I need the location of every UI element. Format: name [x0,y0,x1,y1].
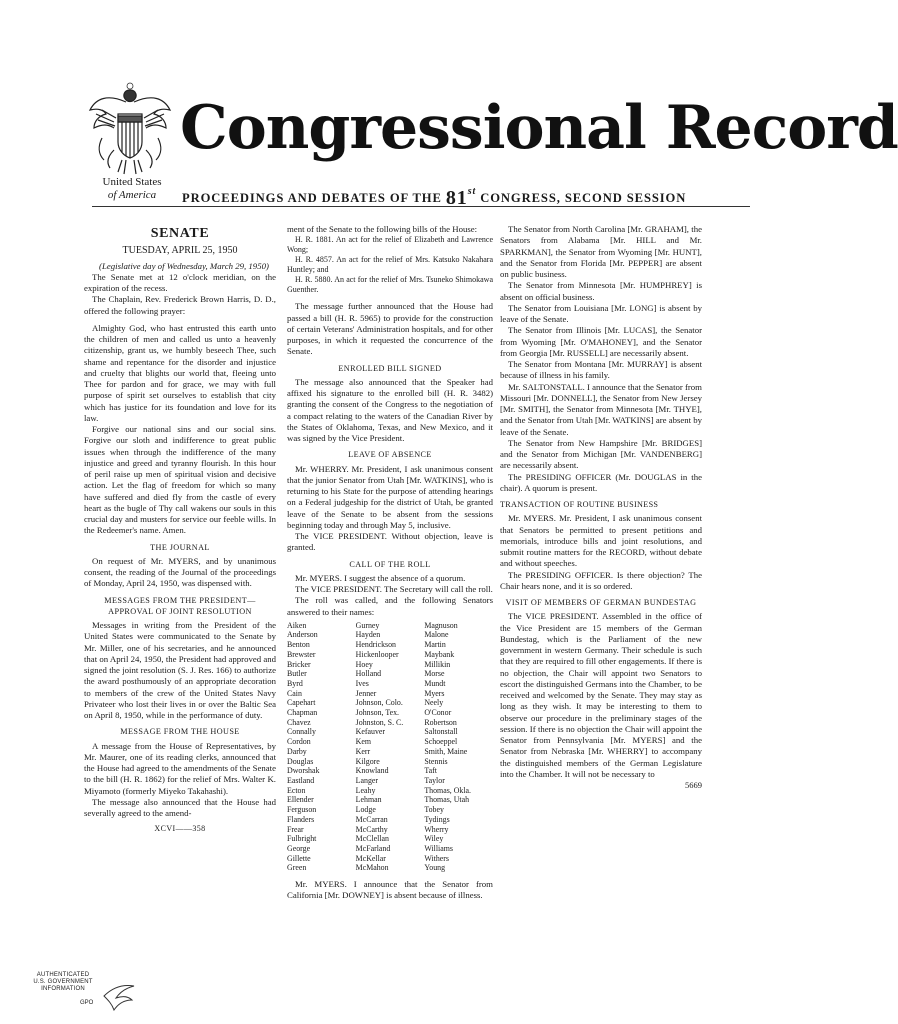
senator-name: Green [287,863,307,873]
section-heading-messages: MESSAGES FROM THE PRESIDENT— APPROVAL OF JOINT RESOLUTION [104,595,256,616]
bill-entry: H. R. 1881. An act for the relief of Elizabeth and Lawrence Wong; [287,235,493,255]
senator-name: Brewster [287,649,316,659]
senator-name: Bricker [287,659,311,669]
prayer-paragraph: Almighty God, who hast entrusted this earth unto the children of men and called us unto a heavenly citizenship, grant us, we humbly beseech Thee, such shame and repentance for the disorder and injustice and cruelty that blights our world that, fleeing unto Thee for pardon and for grace, we may with full purpose of spirit set ourselves to establish that city which has justice for its foundation and love for its law. [84,322,276,423]
section-heading-routine: TRANSACTION OF ROUTINE BUSINESS [500,500,659,509]
senator-name: Cain [287,688,302,698]
column-1 [84,224,276,835]
senator-name: Millikin [424,659,451,669]
paragraph: Messages in writing from the President of the United States were communicated to the Senate by Mr. Miller, one of his secretaries, and he announced that on April 24, 1950, the President had approved and signed the joint resolution (S. J. Res. 166) to authorize the award posthumously of an appropriate decoration to members of the crew of the United States Navy Privateer who lost their lives in or over the Baltic Sea on April 8, 1950, while in the performance of duty. [84,620,276,720]
senator-name: Hayden [355,630,381,640]
senator-name: Capehart [287,698,316,708]
paragraph: The PRESIDING OFFICER (Mr. DOUGLAS in the chair). A quorum is present. [500,471,702,493]
gpo-mark: GPO [80,1000,94,1006]
senator-name: Eastland [287,776,315,785]
paragraph: The PRESIDING OFFICER. Is there objection? The Chair hears none, and it is so ordered. [500,569,702,591]
senator-name: Fulbright [287,834,317,844]
section-heading-visit: VISIT OF MEMBERS OF GERMAN BUNDESTAG [505,598,697,607]
senator-name: Maybank [424,649,455,659]
senator-name: Knowland [355,766,389,776]
paragraph: Mr. MYERS. I suggest the absence of a quorum. [295,572,466,583]
senator-name: Wiley [424,834,444,844]
senator-name: Saltonstall [424,727,458,737]
senator-name: Ellender [287,795,314,805]
senator-name: Mundt [424,678,446,688]
senator-name: Benton [287,640,310,650]
senator-name: Darby [287,746,307,756]
paragraph: The message further announced that the House had passed a bill (H. R. 5965) to provide for the construction of certain Veterans' Administration hospitals, and for other purposes, in which it requested the concurrence of the Senate. [287,301,493,357]
section-heading-enrolled: ENROLLED BILL SIGNED [338,363,442,373]
senator-name: McMahon [355,863,389,873]
senator-name: Malone [424,630,449,640]
paragraph: ment of the Senate to the following bills of the House: [287,224,478,234]
senator-name: Magnuson [424,620,458,630]
volume-code: XCVI——358 [154,824,206,834]
paragraph: The Senator from North Carolina [Mr. GRAHAM], the Senators from Alabama [Mr. HILL and Mr. SPARKMAN], the Senator from Wyoming [Mr. HUNT], and the Senator from Florida [Mr. PEPPER] are absent on public business. [500,224,702,279]
paragraph: The Senator from Louisiana [Mr. LONG] is absent by leave of the Senate. [500,302,702,324]
paragraph: The Senator from Illinois [Mr. LUCAS], the Senator from Wyoming [Mr. O'MAHONEY], and the Senator from Georgia [Mr. RUSSELL] are necessarily absent. [500,325,702,358]
senator-name: Chapman [287,708,318,718]
senator-name: Ecton [287,785,306,795]
senator-name: McClellan [355,834,389,844]
gpo-line: INFORMATION [41,986,85,992]
paragraph: The Senator from New Hampshire [Mr. BRIDGES] and the Senator from Michigan [Mr. VANDENBERG] are necessarily absent. [500,437,702,471]
senator-name: Aiken [287,620,307,630]
session-label: CONGRESS, SECOND SESSION [480,191,687,205]
bill-entry: H. R. 4857. An act for the relief of Mrs. Katsuko Nakahara Huntley; and [287,255,493,275]
column-3 [500,224,702,791]
senator-name: Smith, Maine [424,746,468,756]
senator-name: Gillette [287,853,311,863]
senator-name: Kilgore [355,756,380,766]
paragraph: The Senator from Montana [Mr. MURRAY] is absent because of illness in his family. [500,359,702,381]
senator-name: Holland [355,669,382,679]
senator-name: Kefauver [355,727,386,737]
proceedings-line [182,180,750,209]
paragraph: The Senator from Minnesota [Mr. HUMPHREY] is absent on official business. [500,280,702,302]
congress-suffix: st [467,186,477,197]
senator-name: McCarthy [355,824,388,834]
senator-name: Neely [424,698,444,708]
roll-call-list [287,621,493,873]
gpo-line: U.S. GOVERNMENT [33,979,93,985]
senator-name: Langer [355,776,379,785]
senator-name: Young [424,863,446,873]
prayer-paragraph: Forgive our national sins and our social sins. Forgive our sloth and indifference to great public issues when through the indifference of the many injustice and greed and tyranny flourish. In this hour of peril raise up men of spiritual vision and decisive action. Let the flag of freedom for which so many have suffered and died fly from the castle of every heart as the bugle of Thy call wakens our souls in this crucial day and musters for service our feeble wills. In the Redeemer's name. Amen. [84,424,276,536]
section-heading-roll: CALL OF THE ROLL [349,559,431,569]
roll-call-column [424,621,493,873]
senator-name: McFarland [355,843,391,853]
senator-name: Jenner [355,688,377,698]
legislative-day: (Legislative day of Wednesday, March 29, 1950) [99,260,269,271]
senator-name: Kem [355,737,372,747]
gpo-line: AUTHENTICATED [36,972,90,978]
senator-name: Anderson [287,630,318,640]
senator-name: Taylor [424,776,445,785]
senator-name: Morse [424,669,445,679]
paragraph: Mr. WHERRY. Mr. President, I ask unanimous consent that the junior Senator from Utah [Mr. WATKINS], who is returning to his State for the purpose of attending hearings on a Federal judgeship for the district of Utah, be granted leave of the Senate to be absent from the sessions beginning today and through May 5, inclusive. [287,463,493,530]
senator-name: Douglas [287,756,314,766]
location [92,176,172,202]
roll-call-column [356,621,425,873]
masthead-rule [92,206,750,207]
senator-name: Myers [424,688,445,698]
senator-name: Gurney [355,620,380,630]
senator-name: Johnston, S. C. [355,717,404,727]
senator-name: Connally [287,727,316,737]
senator-name: Withers [424,853,450,863]
senator-name: Flanders [287,814,315,824]
senator-name: Lehman [355,795,382,805]
senator-name: Wherry [424,824,449,834]
senator-name: Lodge [355,805,376,815]
column-2 [287,224,493,902]
senator-name: McCarran [355,814,388,824]
senator-name: Martin [424,640,446,650]
roll-call-column [287,621,356,873]
paragraph: The Senate met at 12 o'clock meridian, on the expiration of the recess. [84,271,276,293]
chamber-heading: SENATE [150,226,210,241]
eagle-seal-icon [88,80,172,176]
senator-name: Chavez [287,717,311,727]
senator-name: Robertson [424,717,457,727]
paragraph: The VICE PRESIDENT. Assembled in the office of the Vice President are 15 members of the German Bundestag, which is the Parliament of the new government in western Germany. Their schedule is such that they are required to fill other engagements. If there is no objection, the Chair will appoint two Senators to escort the distinguished Germans into the Chamber, to be received and welcomed by the Senate. They may stay as long as they wish. It may be interesting to them to observe our procedure in the preliminary stages of the session. If there is no objection the Chair will appoint the Senator from Pennsylvania [Mr. MYERS] and the Senator from Nebraska [Mr. WHERRY] to accompany the distinguished members of the German Legislature into the Chamber. It will not be necessary to [500,611,702,779]
senator-name: Hoey [355,659,373,669]
paragraph: The Chaplain, Rev. Frederick Brown Harris, D. D., offered the following prayer: [84,294,276,316]
senator-name: Leahy [355,785,376,795]
senator-name: Frear [287,824,304,834]
section-heading-leave: LEAVE OF ABSENCE [348,450,432,460]
senator-name: Schoeppel [424,737,458,747]
senator-name: Tobey [424,805,444,815]
senator-name: Tydings [424,814,450,824]
paragraph: Mr. SALTONSTALL. I announce that the Senator from Missouri [Mr. DONNELL], the Senator from New Jersey [Mr. SMITH], the Senator from Minnesota [Mr. THYE], and the Senator from Utah [Mr. WATKINS] are absent by leave of the Senate. [500,381,703,437]
paragraph: The message also announced that the Speaker had affixed his signature to the enrolled bill (H. R. 3482) granting the consent of the Congress to the negotiation of a compact relating to the waters of the Canadian River by the States of Oklahoma, Texas, and New Mexico, and it was signed by the Vice President. [287,376,493,443]
section-heading-house: MESSAGE FROM THE HOUSE [120,727,240,737]
gpo-authentication-text [26,972,100,993]
paragraph: The message also announced that the House had severally agreed to the amend- [84,796,276,818]
senator-name: McKellar [355,853,386,863]
proceedings-prefix: PROCEEDINGS AND DEBATES OF THE [182,191,442,205]
senator-name: Ferguson [287,805,317,815]
senator-name: Kerr [355,746,371,756]
paragraph: The roll was called, and the following Senators answered to their names: [287,595,493,617]
congress-number: 81 [445,187,468,209]
senator-name: Hendrickson [355,640,396,650]
location-line-1: United States [102,176,162,188]
paragraph: The VICE PRESIDENT. Without objection, leave is granted. [287,531,493,553]
session-date: TUESDAY, APRIL 25, 1950 [122,245,238,257]
page-number: 5669 [685,780,702,790]
paragraph: The VICE PRESIDENT. The Secretary will call the roll. [295,584,493,594]
senator-name: Thomas, Okla. [424,785,472,795]
senator-name: Butler [287,669,307,679]
paragraph: A message from the House of Representatives, by Mr. Maurer, one of its reading clerks, announced that the House had agreed to the amendments of the Senate to the bill (H. R. 1862) for the relief of Mrs. Walter K. Miyamoto (formerly Miyeko Takahashi). [84,740,276,796]
senator-name: Johnson, Tex. [355,708,400,718]
senator-name: Cordon [287,737,311,747]
senator-name: Byrd [287,678,303,688]
senator-name: Taft [424,766,437,776]
paragraph: Mr. MYERS. I announce that the Senator from California [Mr. DOWNEY] is absent because of illness. [287,879,493,901]
senator-name: Hickenlooper [355,649,399,659]
section-heading-journal: THE JOURNAL [150,542,210,552]
senator-name: Johnson, Colo. [355,698,403,708]
senator-name: Thomas, Utah [424,795,470,805]
bill-entry: H. R. 5880. An act for the relief of Mrs. Tsuneko Shimokawa Guenther. [287,275,493,295]
senator-name: O'Conor [424,708,452,718]
senator-name: Dworshak [287,766,320,776]
paragraph: Mr. MYERS. Mr. President, I ask unanimous consent that Senators be permitted to present petitions and memorials, introduce bills and joint resolutions, and submit routine matters for the RECORD, without debate and without speeches. [500,513,702,569]
location-line-2: of America [107,189,157,201]
senator-name: Williams [424,843,453,853]
senator-name: George [287,843,311,853]
senator-name: Ives [355,678,369,688]
paragraph: On request of Mr. MYERS, and by unanimous consent, the reading of the Journal of the proceedings of Monday, April 24, 1950, was dispensed with. [84,555,276,589]
senator-name: Stennis [424,756,448,766]
masthead-title: Congressional Record [180,93,898,163]
